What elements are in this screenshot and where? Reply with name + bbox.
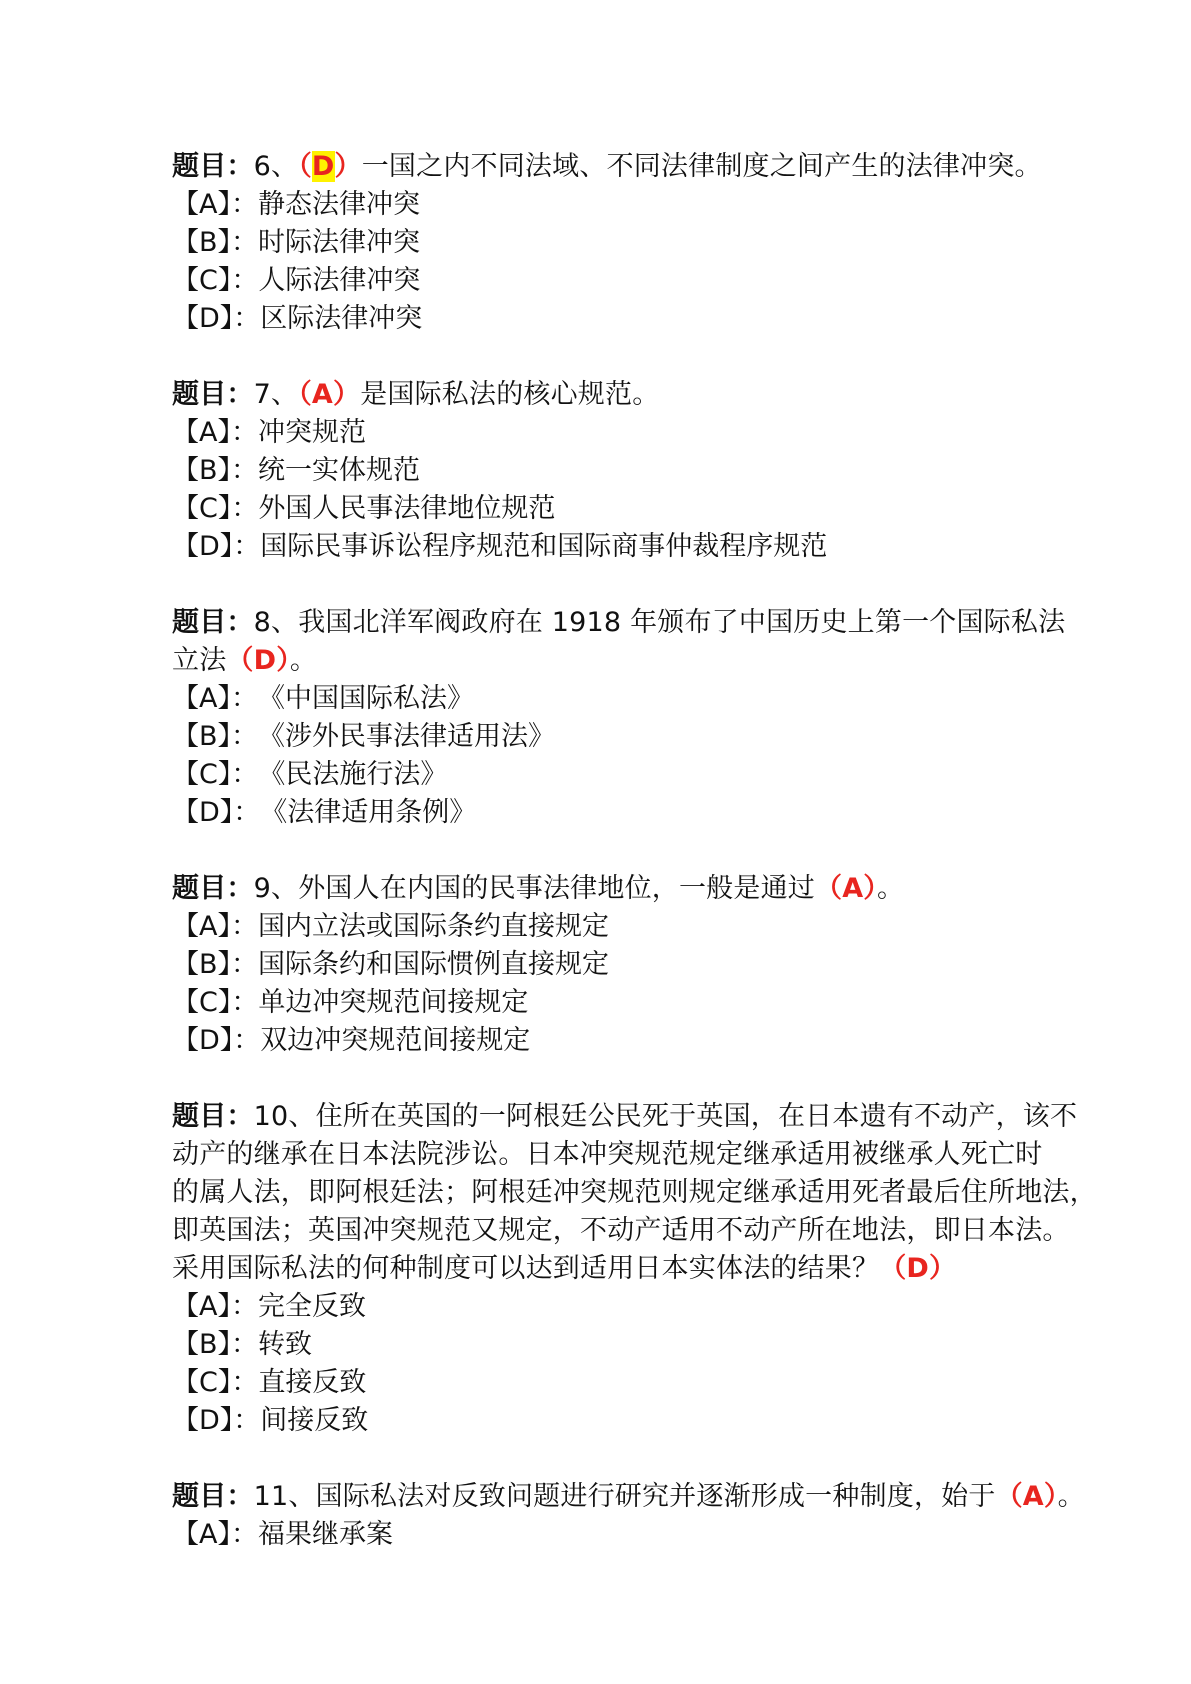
option-key: 【A】： bbox=[172, 417, 258, 448]
option-b bbox=[172, 224, 1102, 262]
option-text: 外国人民事法律地位规范 bbox=[258, 493, 556, 524]
option-d bbox=[172, 1402, 1102, 1440]
answer-mark bbox=[298, 151, 362, 182]
question-text: 10、住所在英国的一阿根廷公民死于英国，在日本遗有不动产，该不 bbox=[253, 1101, 1078, 1132]
option-c bbox=[172, 984, 1102, 1022]
question-label: 题目： bbox=[172, 1481, 254, 1512]
option-key: 【D】： bbox=[172, 303, 261, 334]
option-text: 冲突规范 bbox=[257, 417, 366, 448]
question-label: 题目： bbox=[172, 607, 254, 638]
answer-open: （ bbox=[298, 151, 312, 182]
option-b bbox=[172, 1326, 1102, 1364]
option-text: 人际法律冲突 bbox=[258, 265, 421, 296]
option-c bbox=[172, 1364, 1102, 1402]
option-key: 【A】： bbox=[172, 1519, 258, 1550]
option-c bbox=[172, 262, 1102, 300]
answer-mark: （D） bbox=[226, 645, 290, 676]
option-text: 国际民事诉讼程序规范和国际商事仲裁程序规范 bbox=[260, 531, 828, 562]
question-text: 即英国法；英国冲突规范又规定，不动产适用不动产所在地法，即日本法。 bbox=[172, 1215, 1070, 1246]
option-d bbox=[172, 1022, 1102, 1060]
option-key: 【C】： bbox=[172, 1367, 259, 1398]
option-b bbox=[172, 452, 1102, 490]
option-text: 双边冲突规范间接规定 bbox=[260, 1025, 531, 1056]
question-text: 。 bbox=[289, 645, 318, 676]
option-c bbox=[172, 756, 1102, 794]
question-text: 的属人法，即阿根廷法；阿根廷冲突规范则规定继承适用死者最后住所地法， bbox=[172, 1177, 1097, 1208]
option-a bbox=[172, 680, 1102, 718]
option-text: 《涉外民事法律适用法》 bbox=[258, 721, 556, 752]
option-text: 福果继承案 bbox=[257, 1519, 393, 1550]
option-b bbox=[172, 946, 1102, 984]
option-text: 直接反致 bbox=[258, 1367, 367, 1398]
question-9 bbox=[172, 870, 1102, 1060]
option-key: 【B】： bbox=[172, 949, 259, 980]
question-11 bbox=[172, 1478, 1102, 1554]
question-stem bbox=[172, 1478, 1102, 1516]
question-stem bbox=[172, 870, 1102, 908]
option-a bbox=[172, 908, 1102, 946]
question-text: 11、国际私法对反致问题进行研究并逐渐形成一种制度，始于 bbox=[253, 1481, 996, 1512]
option-key: 【C】： bbox=[172, 265, 259, 296]
option-text: 时际法律冲突 bbox=[258, 227, 421, 258]
question-number: 6、 bbox=[253, 151, 299, 182]
option-key: 【B】： bbox=[172, 721, 259, 752]
question-stem-cont bbox=[172, 1250, 1102, 1288]
answer-mark: （A） bbox=[298, 379, 361, 410]
question-label: 题目： bbox=[172, 379, 254, 410]
option-text: 完全反致 bbox=[257, 1291, 366, 1322]
option-a bbox=[172, 1516, 1102, 1554]
answer-letter: D bbox=[311, 151, 335, 182]
option-key: 【A】： bbox=[172, 1291, 258, 1322]
question-text: 是国际私法的核心规范。 bbox=[360, 379, 660, 410]
option-a bbox=[172, 186, 1102, 224]
option-c bbox=[172, 490, 1102, 528]
answer-close: ） bbox=[334, 151, 362, 182]
option-text: 转致 bbox=[258, 1329, 313, 1360]
option-key: 【B】： bbox=[172, 227, 259, 258]
answer-mark: （A） bbox=[815, 873, 877, 904]
question-stem bbox=[172, 376, 1102, 414]
option-text: 国内立法或国际条约直接规定 bbox=[257, 911, 609, 942]
option-key: 【B】： bbox=[172, 455, 259, 486]
option-d bbox=[172, 300, 1102, 338]
question-stem bbox=[172, 604, 1102, 642]
question-text: 一国之内不同法域、不同法律制度之间产生的法律冲突。 bbox=[361, 151, 1042, 182]
question-text: 8、我国北洋军阀政府在 1918 年颁布了中国历史上第一个国际私法 bbox=[253, 607, 1066, 638]
option-text: 《中国国际私法》 bbox=[257, 683, 474, 714]
option-key: 【C】： bbox=[172, 493, 259, 524]
question-stem-cont bbox=[172, 1212, 1102, 1250]
option-text: 区际法律冲突 bbox=[260, 303, 423, 334]
option-key: 【B】： bbox=[172, 1329, 259, 1360]
option-key: 【D】： bbox=[172, 1025, 261, 1056]
question-8 bbox=[172, 604, 1102, 832]
option-text: 统一实体规范 bbox=[258, 455, 421, 486]
option-key: 【A】： bbox=[172, 683, 258, 714]
option-key: 【D】： bbox=[172, 1405, 261, 1436]
question-text: 。 bbox=[1057, 1481, 1085, 1512]
option-text: 国际条约和国际惯例直接规定 bbox=[258, 949, 610, 980]
question-stem-cont bbox=[172, 642, 1102, 680]
option-key: 【A】： bbox=[172, 189, 258, 220]
question-stem-cont bbox=[172, 1174, 1102, 1212]
question-stem-cont bbox=[172, 1136, 1102, 1174]
option-key: 【D】： bbox=[172, 797, 261, 828]
question-label: 题目： bbox=[172, 151, 254, 182]
question-label: 题目： bbox=[172, 873, 254, 904]
question-text: 9、外国人在内国的民事法律地位，一般是通过 bbox=[253, 873, 815, 904]
option-b bbox=[172, 718, 1102, 756]
question-stem bbox=[172, 1098, 1102, 1136]
question-text: 采用国际私法的何种制度可以达到适用日本实体法的结果？ bbox=[172, 1253, 880, 1284]
question-10 bbox=[172, 1098, 1102, 1440]
option-a bbox=[172, 1288, 1102, 1326]
option-d bbox=[172, 794, 1102, 832]
question-stem bbox=[172, 148, 1102, 186]
option-key: 【D】： bbox=[172, 531, 261, 562]
option-key: 【A】： bbox=[172, 911, 258, 942]
question-text: 动产的继承在日本法院涉讼。日本冲突规范规定继承适用被继承人死亡时 bbox=[172, 1139, 1043, 1170]
option-text: 间接反致 bbox=[260, 1405, 369, 1436]
question-7 bbox=[172, 376, 1102, 566]
option-a bbox=[172, 414, 1102, 452]
option-text: 《民法施行法》 bbox=[258, 759, 448, 790]
question-number: 7、 bbox=[253, 379, 299, 410]
answer-mark: （A） bbox=[995, 1481, 1058, 1512]
answer-mark: （D） bbox=[879, 1253, 957, 1284]
question-6 bbox=[172, 148, 1102, 338]
option-text: 《法律适用条例》 bbox=[260, 797, 477, 828]
question-text: 。 bbox=[877, 873, 905, 904]
option-d bbox=[172, 528, 1102, 566]
question-list bbox=[172, 148, 1102, 1592]
option-text: 静态法律冲突 bbox=[257, 189, 420, 220]
option-text: 单边冲突规范间接规定 bbox=[258, 987, 529, 1018]
option-key: 【C】： bbox=[172, 987, 259, 1018]
question-text: 立法 bbox=[172, 645, 227, 676]
option-key: 【C】： bbox=[172, 759, 259, 790]
question-label: 题目： bbox=[172, 1101, 254, 1132]
